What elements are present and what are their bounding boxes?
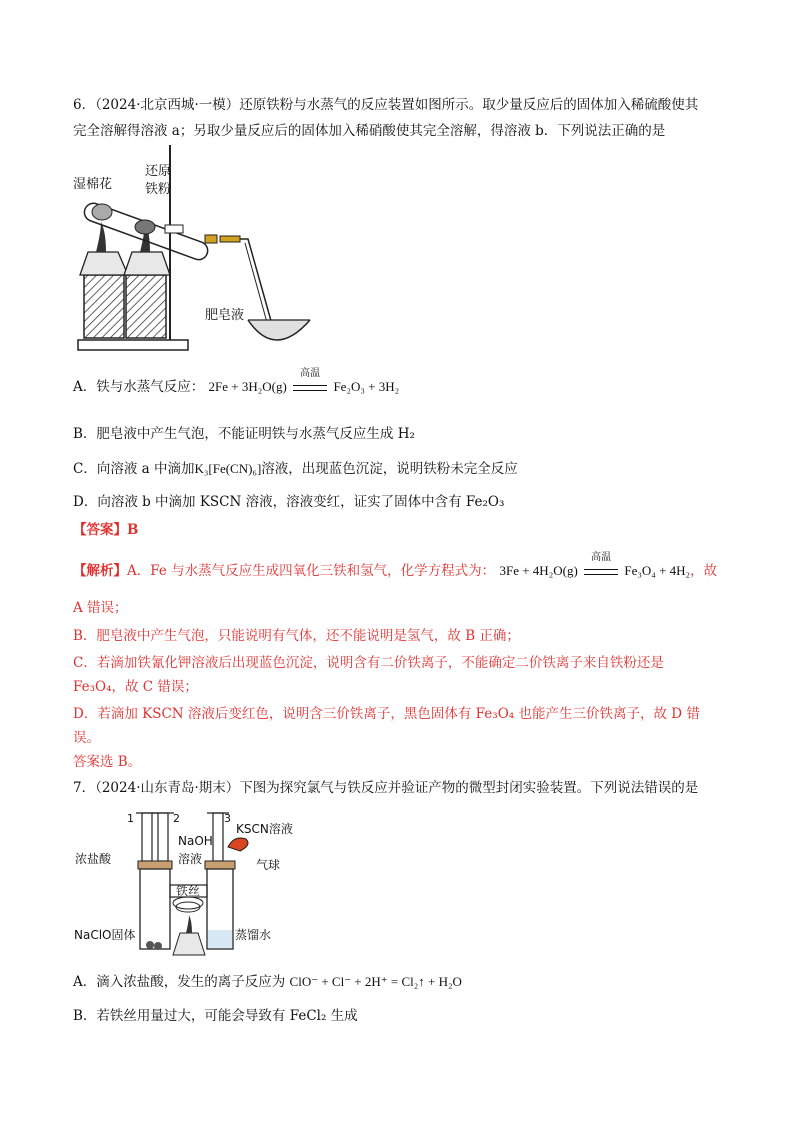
- label-iron-line2: 铁粉: [145, 182, 172, 197]
- analysis-arrow: [582, 552, 620, 581]
- q6-option-d: D．向溶液 b 中滴加 KSCN 溶液，溶液变红，证实了固体中含有 Fe₂O₃: [73, 494, 505, 510]
- q7-option-b: B．若铁丝用量过大，可能会导致有 FeCl₂ 生成: [73, 1008, 358, 1024]
- analysis-condition: 高温: [591, 552, 612, 563]
- label-iron-line1: 还原: [145, 164, 172, 179]
- q6-analysis-d-line2: 误。: [73, 730, 100, 746]
- label-conc-hcl: 浓盐酸: [75, 852, 112, 866]
- label-soap-solution: 肥皂液: [205, 308, 245, 323]
- syringe-2-number: 2: [173, 812, 180, 825]
- analysis-lead: 【解析】: [73, 563, 127, 579]
- q6-option-a-eq-right: Fe₂O₃ + 3H₂: [333, 379, 400, 394]
- label-iron-wire: 铁丝: [176, 884, 201, 898]
- analysis-a-text: A．Fe 与水蒸气反应生成四氧化三铁和氢气，化学方程式为：: [127, 563, 496, 579]
- q6-option-a-text: A．铁与水蒸气反应：: [73, 379, 205, 395]
- q6-option-c-post: 溶液，出现蓝色沉淀，说明铁粉未完全反应: [261, 461, 518, 477]
- q6-analysis-b: B．肥皂液中产生气泡，只能说明有气体，还不能说明是氢气，故 B 正确；: [73, 628, 520, 644]
- syringe-1-number: 1: [127, 812, 134, 825]
- q6-analysis-a-line2: A 错误；: [73, 600, 128, 616]
- q6-option-a-arrow: [291, 368, 329, 397]
- q6-option-c-formula: K₃[Fe(CN)₆]: [194, 461, 262, 476]
- q6-stem-line1: 6．（2024·北京西城·一模）还原铁粉与水蒸气的反应装置如图所示。取少量反应后的固体加入稀硫酸使其: [73, 97, 699, 113]
- q7-option-a-eq: ClO⁻ + Cl⁻ + 2H⁺ = Cl₂↑ + H₂O: [289, 974, 462, 989]
- analysis-eq-left: 3Fe + 4H₂O(g): [499, 563, 578, 578]
- q6-stem-line2: 完全溶解得溶液 a；另取少量反应后的固体加入稀硝酸使其完全溶解，得溶液 b．下列说法正确的是: [73, 123, 666, 139]
- q6-analysis-a-line1: [73, 552, 718, 581]
- syringe-3-number: 3: [224, 812, 231, 825]
- q6-option-a: [73, 368, 400, 397]
- q6-analysis-c-line1: C．若滴加铁氰化钾溶液后出现蓝色沉淀，说明含有二价铁离子，不能确定二价铁离子来自铁粉还是: [73, 655, 664, 671]
- q6-option-a-eq-left: 2Fe + 3H₂O(g): [208, 379, 287, 394]
- analysis-eq-right: Fe₃O₄ + 4H₂: [624, 563, 691, 578]
- label-naclo-solid: NaClO固体: [74, 928, 136, 942]
- label-wet-cotton: 湿棉花: [73, 177, 113, 192]
- q6-option-b: B．肥皂液中产生气泡，不能证明铁与水蒸气反应生成 H₂: [73, 426, 415, 442]
- label-kscn: KSCN溶液: [236, 822, 293, 836]
- label-naoh-solution: 溶液: [178, 852, 203, 866]
- q7-option-a: [73, 972, 462, 992]
- analysis-a-tail: ，故: [690, 563, 718, 579]
- q6-conclusion: 答案选 B。: [73, 754, 142, 770]
- q6-analysis-d-line1: D．若滴加 KSCN 溶液后变红色，说明含三价铁离子，黑色固体有 Fe₃O₄ 也能产生三价铁离子，故 D 错: [73, 706, 700, 722]
- q6-option-c-pre: C．向溶液 a 中滴加: [73, 461, 195, 477]
- q6-option-a-condition: 高温: [300, 368, 321, 379]
- q6-answer: 【答案】B: [73, 522, 139, 538]
- q7-option-a-text: A．滴入浓盐酸，发生的离子反应为: [73, 974, 286, 990]
- q6-analysis-c-line2: Fe₃O₄，故 C 错误；: [73, 679, 198, 695]
- label-naoh: NaOH: [178, 834, 213, 848]
- q6-option-c: [73, 459, 518, 479]
- label-distilled-water: 蒸馏水: [235, 928, 272, 942]
- q7-stem: 7．（2024·山东青岛·期末）下图为探究氯气与铁反应并验证产物的微型封闭实验装置。下列说法错误的是: [73, 780, 699, 796]
- label-balloon: 气球: [256, 858, 281, 872]
